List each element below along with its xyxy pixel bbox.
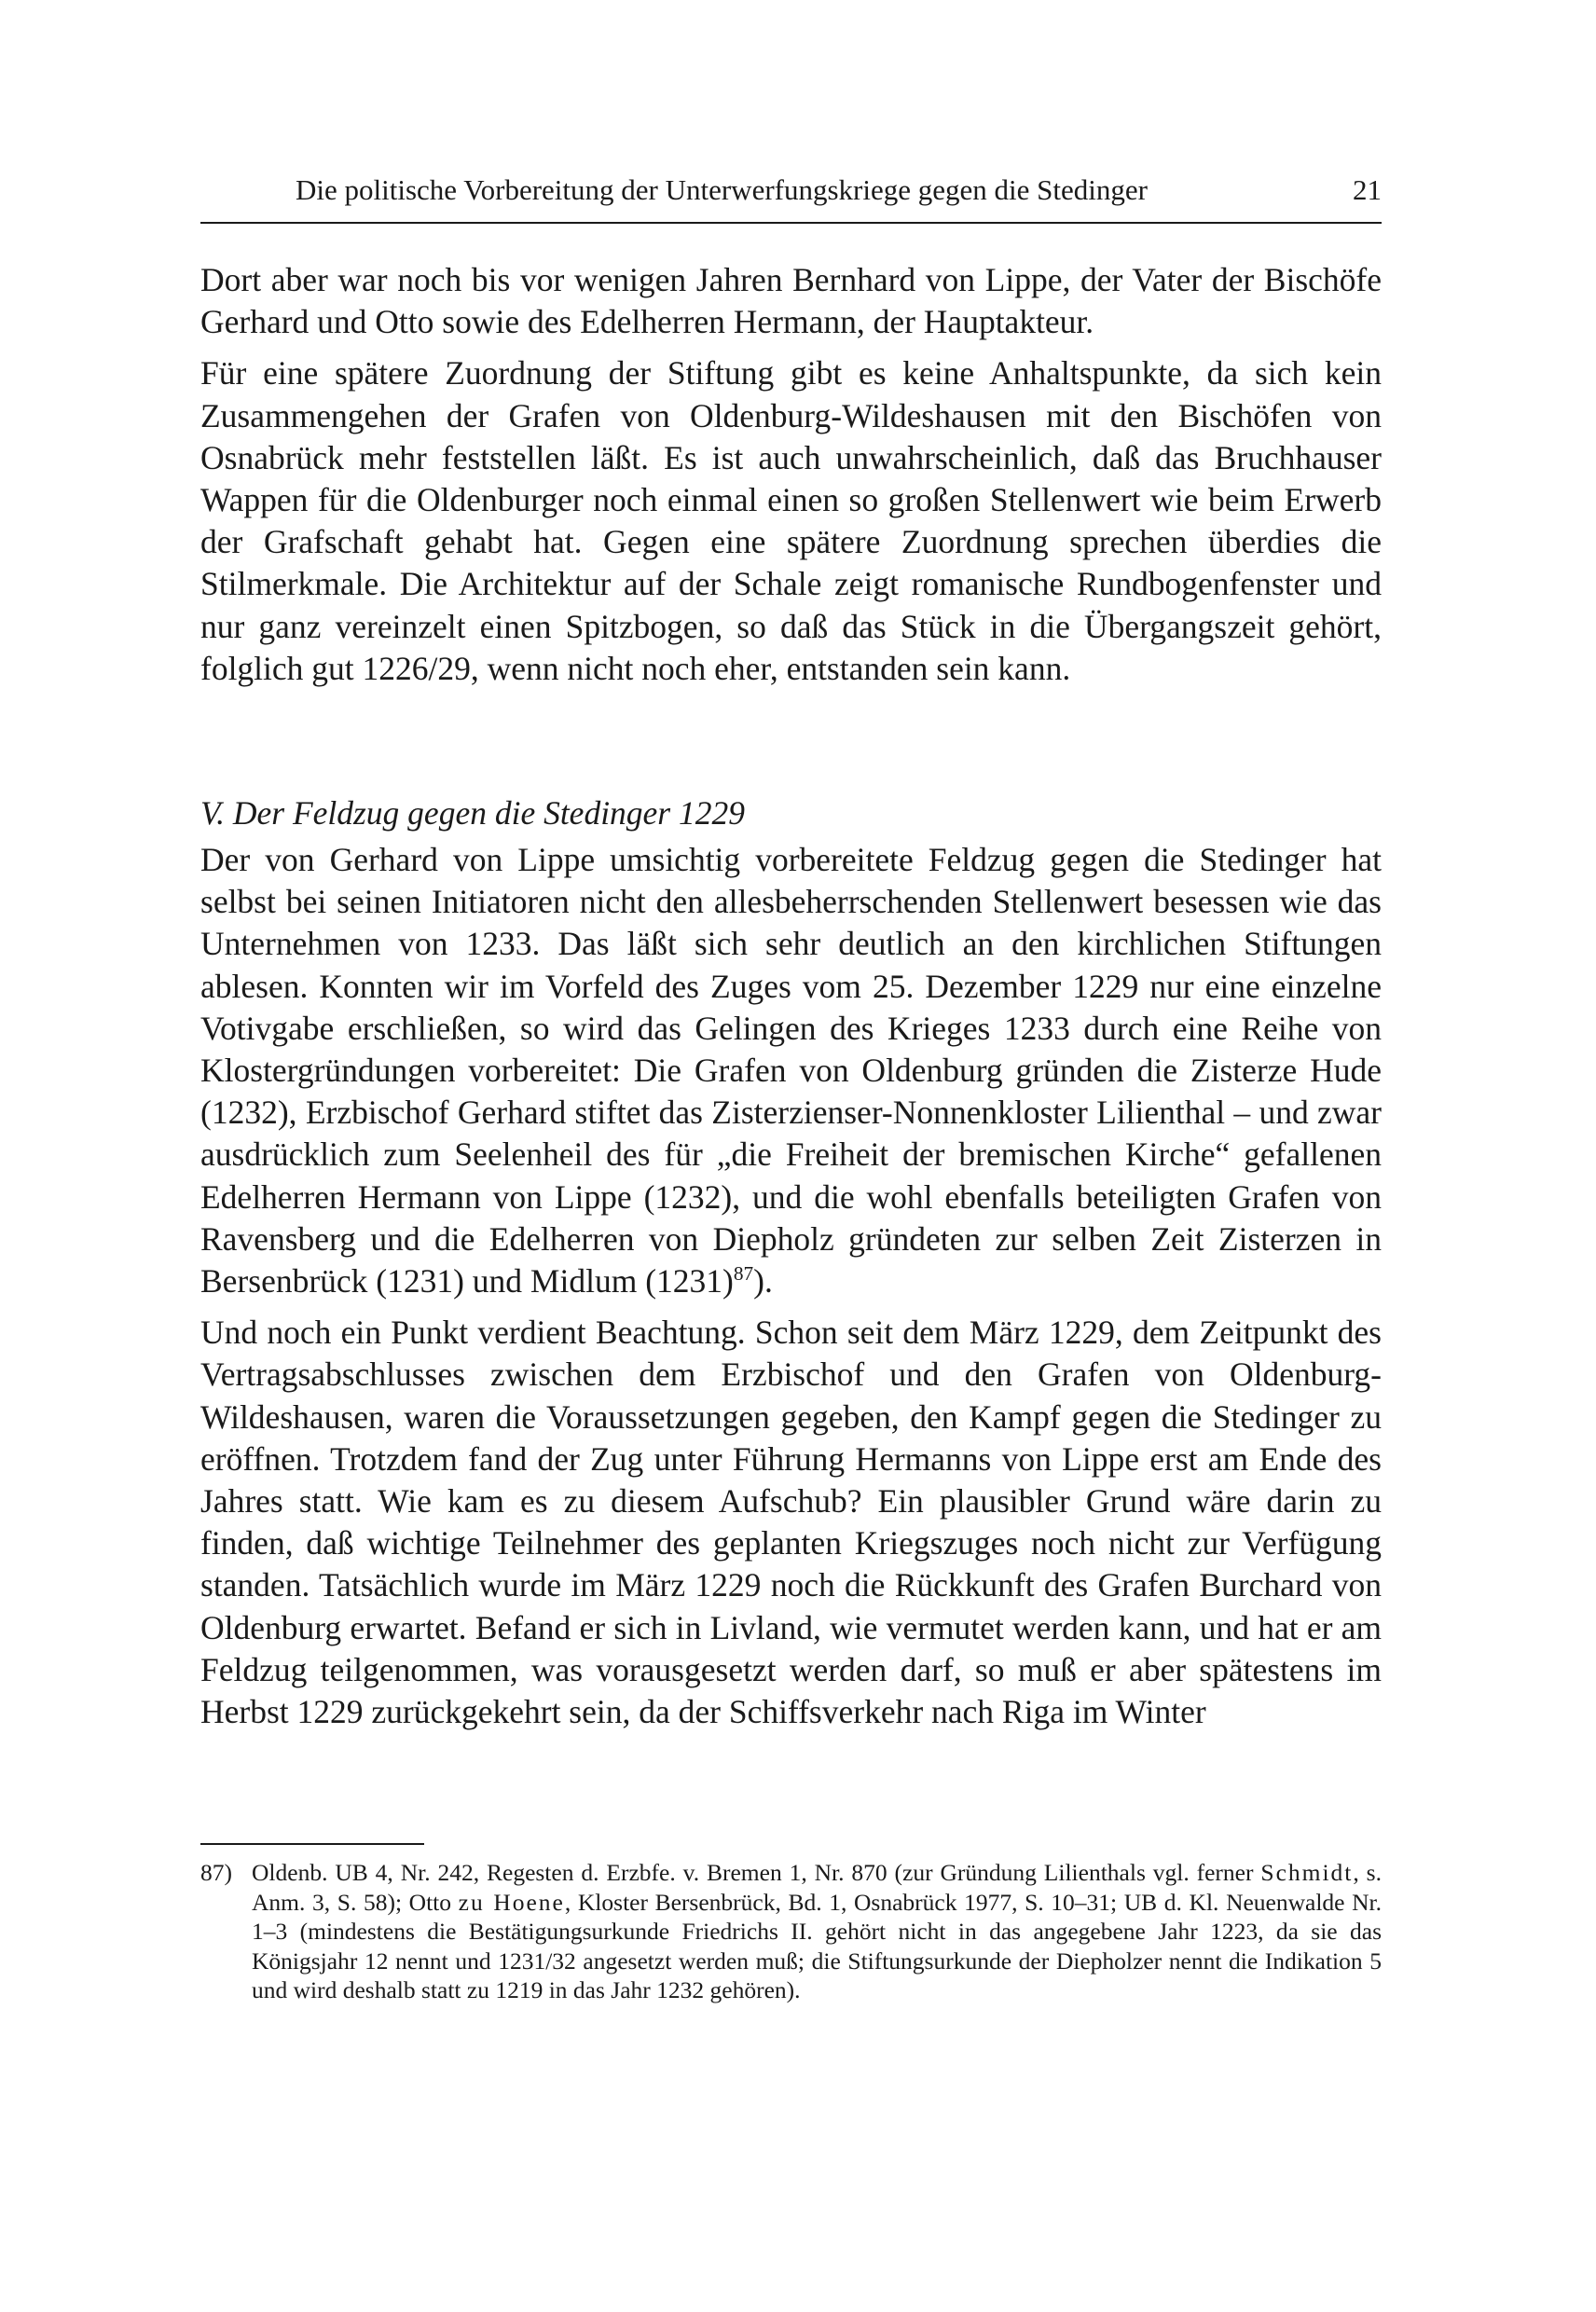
section-paragraph-1-text: Der von Gerhard von Lippe umsichtig vorbereitete Feldzug gegen die Stedinger hat selbst bei seinen Initiatoren nicht den allesbeherrschenden Stellenwert besessen wie das Unternehmen von 1233. Das läßt sich sehr deutlich an den kirchlichen Stiftungen ablesen. Konnten wir im Vorfeld des Zuges vom 25. Dezember 1229 nur eine einzelne Votivgabe erschließen, so wird das Gelingen des Krieges 1233 durch eine Reihe von Klostergründungen vorbereitet: Die Grafen von Oldenburg gründen die Zisterze Hude (1232), Erzbischof Gerhard stiftet das Zisterzienser-Nonnenkloster Lilienthal – und zwar ausdrücklich zum Seelenheil des für „die Freiheit der bremischen Kirche“ gefallenen Edelherren Hermann von Lippe (1232), und die wohl ebenfalls beteiligten Grafen von Ravensberg und die Edelherren von Diepholz gründeten zur selben Zeit Zisterzen in Bersenbrück (1231) und Midlum (1231) xyxy=(200,841,1382,1300)
footnote-rule xyxy=(200,1843,424,1845)
footnote-text-1: Oldenb. UB 4, Nr. 242, Regesten d. Erzbfe. v. Bremen 1, Nr. 870 (zur Gründung Lilienthals vgl. ferner xyxy=(252,1859,1261,1886)
footnote-reference: 87 xyxy=(733,1262,754,1286)
footnote xyxy=(200,1858,1382,2005)
running-head xyxy=(200,170,1382,211)
intro-text xyxy=(200,259,1382,690)
footnote-mark: 87) xyxy=(200,1859,232,1886)
footnote-author-1: Schmidt xyxy=(1260,1859,1354,1886)
section-paragraph-2: Und noch ein Punkt verdient Beachtung. Schon seit dem März 1229, dem Zeitpunkt des Vertragsabschlusses zwischen dem Erzbischof und den Grafen von Oldenburg-Wildeshausen, waren die Voraussetzungen gegeben, den Kampf gegen die Stedinger zu eröffnen. Trotzdem fand der Zug unter Führung Hermanns von Lippe erst am Ende des Jahres statt. Wie kam es zu diesem Aufschub? Ein plausibler Grund wäre darin zu finden, daß wichtige Teilnehmer des geplanten Kriegszuges noch nicht zur Verfügung standen. Tatsächlich wurde im März 1229 noch die Rückkunft des Grafen Burchard von Oldenburg erwartet. Befand er sich in Livland, wie vermutet werden kann, und hat er am Feldzug teilgenommen, was vorausgesetzt werden darf, so muß er aber spätestens im Herbst 1229 zurückgekehrt sein, da der Schiffsverkehr nach Riga im Winter xyxy=(200,1314,1382,1731)
section-paragraph-1-end: ). xyxy=(753,1262,773,1300)
section-text xyxy=(200,839,1382,1733)
running-title: Die politische Vorbereitung der Unterwerfungskriege gegen die Stedinger xyxy=(296,173,1148,206)
footnote-text-2: , s. Anm. 3, S. 58); Otto xyxy=(252,1859,1382,1916)
intro-paragraph-1: Dort aber war noch bis vor wenigen Jahren Bernhard von Lippe, der Vater der Bischöfe Gerhard und Otto sowie des Edelherren Hermann, der Hauptakteur. xyxy=(200,261,1382,341)
footnote-text-3: , Kloster Bersenbrück, Bd. 1, Osnabrück 1977, S. 10–31; UB d. Kl. Neuenwalde Nr. 1–3 (mindestens die Bestätigungsurkunde Friedrichs II. gehört nicht in das angegebene Jahr 1223, da sie das Königsjahr 12 nennt und 1231/32 angesetzt werden muß; die Stiftungsurkunde der Diepholzer nennt die Indikation 5 und wird deshalb statt zu 1219 in das Jahr 1232 gehören). xyxy=(252,1888,1383,2003)
section-paragraph-1 xyxy=(200,839,1382,1302)
footnote-body xyxy=(252,1858,1382,2005)
intro-paragraph-2: Für eine spätere Zuordnung der Stiftung gibt es keine Anhaltspunkte, da sich kein Zusammengehen der Grafen von Oldenburg-Wildeshausen mit den Bischöfen von Osnabrück mehr feststellen läßt. Es ist auch unwahrscheinlich, daß das Bruchhauser Wappen für die Oldenburger noch einmal einen so großen Stellenwert wie beim Erwerb der Grafschaft gehabt hat. Gegen eine spätere Zuordnung sprechen überdies die Stilmerkmale. Die Architektur auf der Schale zeigt romanische Rundbogenfenster und nur ganz vereinzelt einen Spitzbogen, so daß das Stück in die Übergangszeit gehört, folglich gut 1226/29, wenn nicht noch eher, entstanden sein kann. xyxy=(200,354,1382,687)
section-heading: V. Der Feldzug gegen die Stedinger 1229 xyxy=(200,794,745,832)
header-rule xyxy=(200,222,1382,224)
page-number: 21 xyxy=(1353,173,1382,206)
footnote-author-2: zu Hoene xyxy=(458,1888,565,1916)
